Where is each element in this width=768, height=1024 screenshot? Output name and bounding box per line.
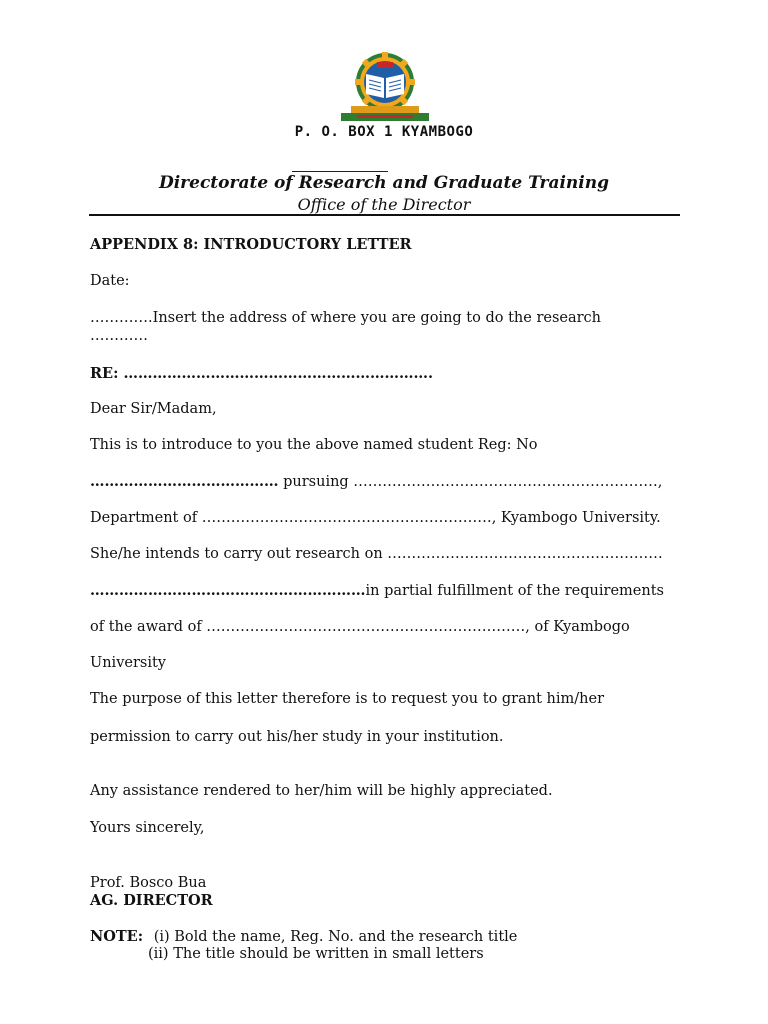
- signatory-title: AG. DIRECTOR: [90, 892, 213, 909]
- signatory-name: Prof. Bosco Bua: [90, 875, 207, 891]
- research-line-b: [90, 582, 664, 599]
- appendix-title: APPENDIX 8: INTRODUCTORY LETTER: [90, 236, 412, 253]
- address-line-1: ………….Insert the address of where you are going to do the research: [90, 310, 602, 326]
- research-title-dots: …………………………………………………: [90, 582, 366, 599]
- pursuing-text: pursuing ………………………………………………………,: [283, 474, 663, 490]
- office-subtitle: Office of the Director: [297, 195, 471, 214]
- purpose-line-2: permission to carry out his/her study in your institution.: [90, 729, 504, 745]
- note-line-1: [90, 928, 517, 945]
- purpose-line-1: The purpose of this letter therefore is to request you to grant him/her: [90, 691, 604, 707]
- note-item-2: (ii) The title should be written in small letters: [148, 946, 484, 962]
- award-line: of the award of …………………………………………………………, of Kyambogo: [90, 619, 630, 635]
- crest-icon: [333, 52, 437, 122]
- university-line: University: [90, 655, 166, 671]
- re-label: RE:: [90, 365, 119, 382]
- date-label: Date:: [90, 273, 130, 289]
- university-logo: [333, 52, 437, 122]
- short-divider: [292, 171, 388, 172]
- reg-pursuing-line: [90, 473, 662, 490]
- re-line: [90, 365, 433, 382]
- salutation: Dear Sir/Madam,: [90, 401, 217, 417]
- note-label: NOTE:: [90, 928, 144, 945]
- closing: Yours sincerely,: [90, 820, 205, 836]
- assistance-line: Any assistance rendered to her/him will be highly appreciated.: [90, 783, 553, 799]
- header-divider: [89, 214, 680, 216]
- address-line-2: …………: [90, 328, 148, 344]
- re-dots: ……………………………………………………….: [123, 365, 434, 382]
- intro-line: This is to introduce to you the above named student Reg: No: [90, 437, 538, 453]
- department-line: Department of ……………………………………………………, Kyambogo University.: [90, 510, 661, 526]
- directorate-title: Directorate of Research and Graduate Training: [158, 173, 609, 193]
- research-line-a: She/he intends to carry out research on …………………………………………………: [90, 546, 663, 562]
- fulfillment-text: in partial fulfillment of the requirements: [365, 583, 664, 599]
- po-box-address: P. O. BOX 1 KYAMBOGO: [294, 124, 474, 140]
- note-item-1: (i) Bold the name, Reg. No. and the research title: [153, 929, 518, 945]
- reg-dots: …………………………………: [90, 473, 279, 490]
